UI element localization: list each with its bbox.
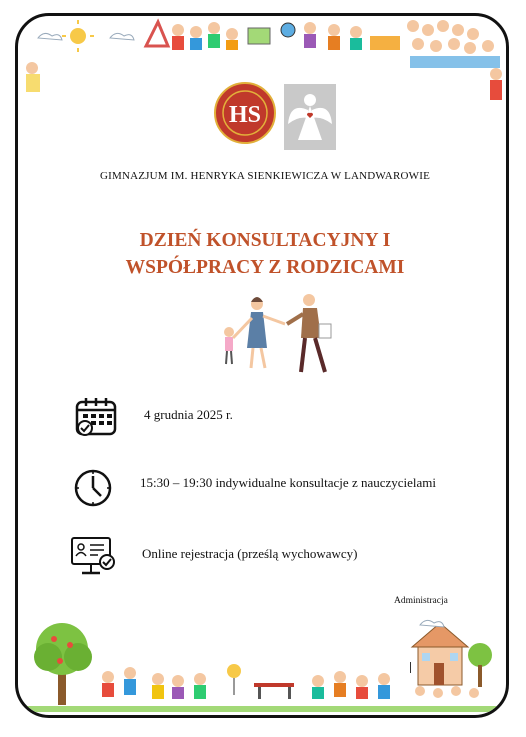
school-logo (214, 82, 276, 144)
angel-logo (284, 84, 336, 150)
event-title-line-1: DZIEŃ KONSULTACYJNY I (139, 230, 391, 251)
poster-frame (15, 13, 509, 718)
calendar-icon (75, 396, 117, 438)
bottom-children-decoration (18, 605, 509, 715)
event-hours: 15:30 – 19:30 indywidualne konsultacje z nauczycielami (140, 475, 437, 490)
svg-text:HS: HS (228, 102, 262, 128)
school-name: GIMNAZJUM IM. HENRYKA SIENKIEWICZA W LANDWAROWIE (99, 170, 430, 182)
handshake-illustration (215, 288, 355, 378)
event-date: 4 grudnia 2025 r. (144, 407, 233, 422)
registration-info: Online rejestracja (prześlą wychowawcy) (142, 546, 358, 561)
event-title-line-2: WSPÓŁPRACY Z RODZICAMI (125, 257, 405, 278)
online-registration-icon (70, 536, 116, 578)
signature: Administracja (394, 596, 448, 606)
event-title (18, 227, 509, 281)
clock-icon (73, 468, 113, 508)
